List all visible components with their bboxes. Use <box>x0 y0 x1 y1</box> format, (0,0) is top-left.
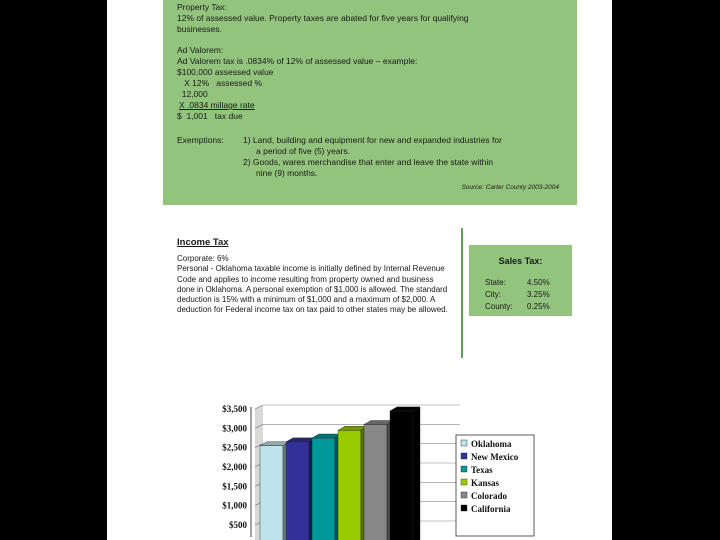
property-tax-heading: Property Tax: <box>177 2 227 12</box>
y-tick-label: $2,500 <box>222 442 247 453</box>
y-tick-label: $3,000 <box>222 423 247 434</box>
exemption-item-1: 1) Land, building and equipment for new and expanded industries for <box>243 135 502 145</box>
legend-label: Kansas <box>471 478 500 488</box>
sales-tax-box <box>469 245 572 316</box>
legend-label: New Mexico <box>471 452 519 462</box>
exemptions-label: Exemptions: <box>177 135 224 145</box>
example-line-2: X 12% assessed % <box>177 78 263 88</box>
example-line-3: 12,000 <box>177 89 208 99</box>
y-tick-label: $2,000 <box>222 462 247 472</box>
income-personal: Personal - Oklahoma taxable income is initially defined by Internal Revenue Code and applies to income resulting from property owned and business done in Oklahoma. A personal exemption of $1,000 is allowed. The standard deduction is 15% with a minimum of $1,000 and a maximum of $2,000. A deduction for Federal income tax on tax paid to other states may be allowed. <box>177 264 448 315</box>
income-corporate: Corporate: 6% <box>177 254 229 264</box>
legend-label: Oklahoma <box>471 439 512 449</box>
income-tax-title: Income Tax <box>177 237 229 248</box>
document-page <box>107 0 612 540</box>
bar <box>260 446 283 540</box>
legend-label: Colorado <box>471 491 507 501</box>
sales-row-city <box>485 290 550 299</box>
exemption-item-2: 2) Goods, wares merchandise that enter and leave the state within <box>243 157 493 167</box>
sales-label: County: <box>485 302 513 311</box>
sales-row-state <box>485 278 550 287</box>
legend-label: California <box>471 504 511 514</box>
divider-line <box>461 228 463 358</box>
example-line-4: X .0834 millage rate <box>179 100 255 110</box>
sales-label: State: <box>485 278 506 287</box>
ad-valorem-heading: Ad Valorem: <box>177 45 224 55</box>
bar <box>390 411 413 540</box>
source-note: Source: Carter County 2003-2004 <box>461 184 559 191</box>
bar <box>338 430 361 540</box>
legend-swatch <box>461 453 467 459</box>
sales-value: 3.25% <box>527 290 550 299</box>
sales-value: 4.50% <box>527 278 550 287</box>
example-line-1: $100,000 assessed value <box>177 67 274 77</box>
legend-swatch <box>461 440 467 446</box>
legend-swatch <box>461 479 467 485</box>
legend-label: Texas <box>471 465 493 475</box>
exemption-item-1-cont: a period of five (5) years. <box>256 146 351 156</box>
y-tick-label: $1,500 <box>222 481 247 492</box>
example-line-5: $ 1,001 tax due <box>177 111 243 121</box>
legend-swatch <box>461 492 467 498</box>
sales-row-county <box>485 302 550 311</box>
sales-tax-title: Sales Tax: <box>498 256 543 266</box>
y-tick-label: $3,500 <box>222 404 247 414</box>
bar <box>286 442 309 540</box>
bar <box>364 424 387 540</box>
property-tax-summary-cont: businesses. <box>177 24 222 34</box>
exemption-item-2-cont: nine (9) months. <box>256 168 318 178</box>
y-tick-label: $500 <box>229 520 247 530</box>
legend-swatch <box>461 466 467 472</box>
y-tick-label: $1,000 <box>222 500 247 511</box>
bar <box>312 438 335 540</box>
legend-swatch <box>461 505 467 511</box>
tax-comparison-chart <box>197 395 537 540</box>
property-tax-box <box>163 0 577 205</box>
ad-valorem-line: Ad Valorem tax is .0834% of 12% of assessed value – example: <box>177 56 418 66</box>
sales-label: City: <box>485 290 501 299</box>
bar-side <box>413 407 420 540</box>
sales-value: 0.25% <box>527 302 550 311</box>
property-tax-summary: 12% of assessed value. Property taxes are abated for five years for qualifying <box>177 13 469 23</box>
income-tax-section <box>177 238 449 315</box>
